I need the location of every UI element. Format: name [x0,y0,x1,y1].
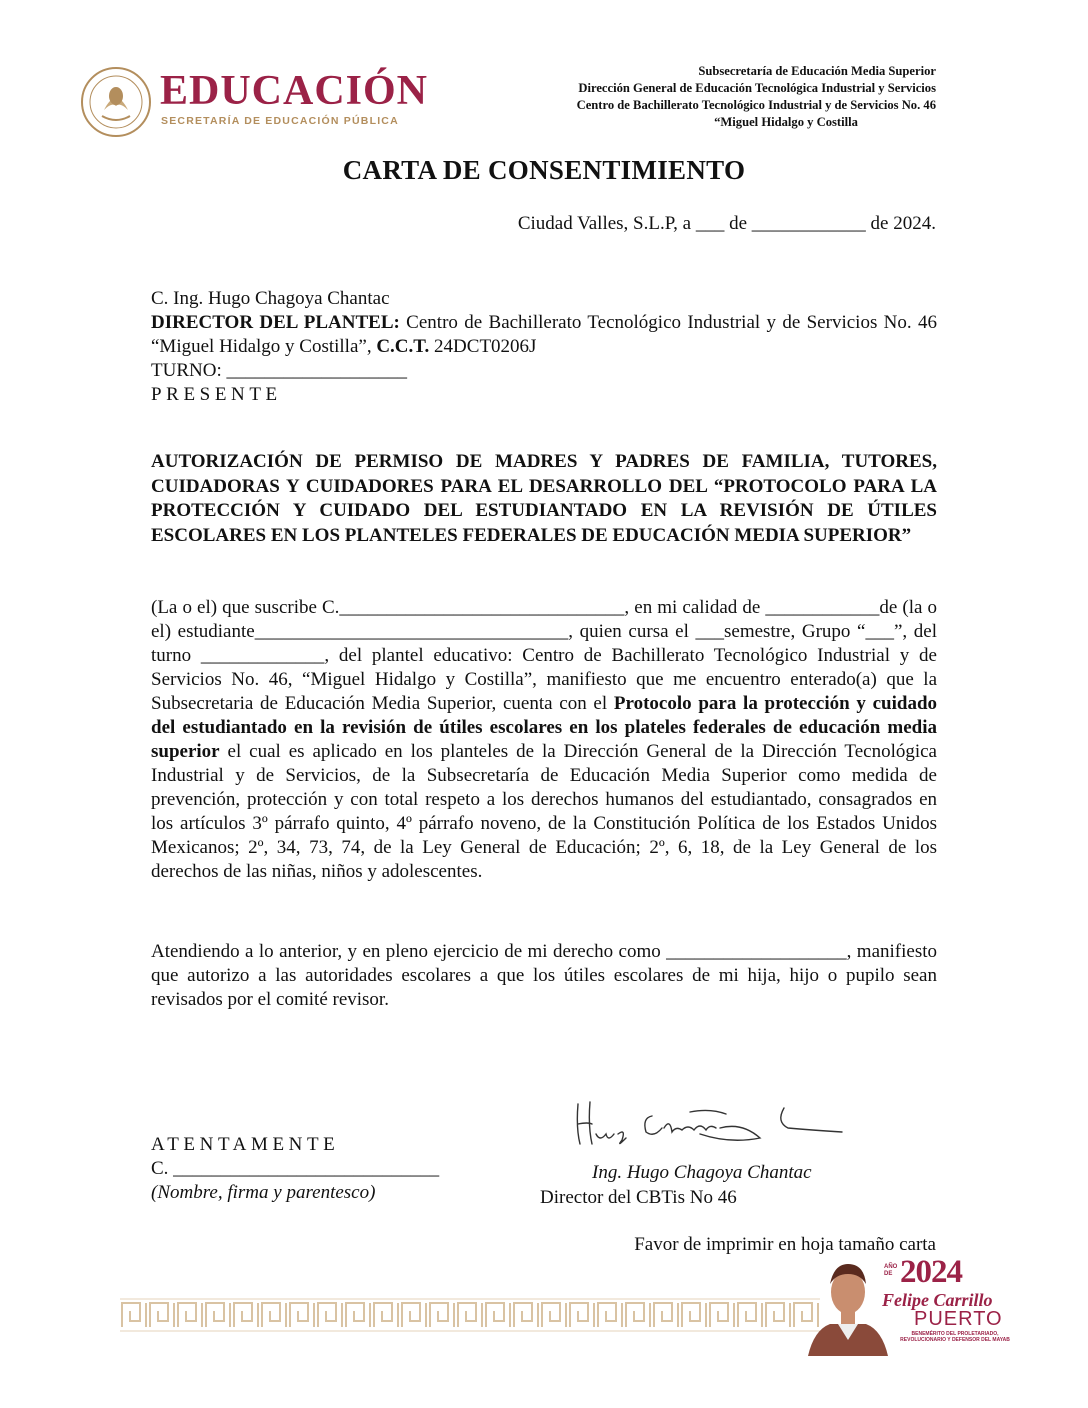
body-paragraph-1 [151,596,937,884]
header-line: Centro de Bachillerato Tecnológico Industrial y de Servicios No. 46 [576,98,936,112]
director-role: Director del CBTis No 46 [540,1187,737,1208]
recipient-name: C. Ing. Hugo Chagoya Chantac [151,288,390,309]
subject-heading: AUTORIZACIÓN DE PERMISO DE MADRES Y PADRES DE FAMILIA, TUTORES, CUIDADORAS Y CUIDADORES PARA EL DESARROLLO DEL “PROTOCOLO PARA LA PROTECCIÓN Y CUIDADO DEL ESTUDIANTADO EN LA REVISIÓN DE ÚTILES ESCOLARES EN LOS PLANTELES FEDERALES DE EDUCACIÓN MEDIA SUPERIOR” [151,451,937,546]
body-text-end: el cual es aplicado en los planteles de la Dirección General de la Dirección Tecnológica Industrial y de Servicios, de la Subsecretaría de Educación Media Superior como medida de prevención, protección y con total respeto a los derechos humanos del estudiantado, consagrados en los artículos 3º párrafo quinto, 4º párrafo noveno, de la Constitución Política de los Estados Unidos Mexicanos; 2º, 34, 73, 74, de la Ley General de Educación; 2º, 6, 18, de la Ley General de los derechos de las niñas, niños y adolescentes. [151,741,937,882]
header-line: Dirección General de Educación Tecnológica Industrial y Servicios [578,81,936,95]
recipient-position [151,311,937,359]
cct-label: C.C.T. [376,336,430,357]
director-label: DIRECTOR DEL PLANTEL: [151,312,400,333]
director-name: Ing. Hugo Chagoya Chantac [592,1162,812,1183]
recipient-block [151,287,937,407]
body-text-start: (La o el) que suscribe C.______________________________, en mi calidad de ____________de (la o el) estudiante_________________________________, quien cursa el ___semestre, Grupo “___”, del turno _____________, del plantel educativo: Centro de Bachillerato Tecnológico Industrial y de Servicios No. 46, “Miguel Hidalgo y Costilla”, manifiesto que me encuentro enterado(a) que la Subsecretaria de Educación Media Superior, cuenta con el [151,597,937,714]
footer-tagline: BENEMÉRITO DEL PROLETARIADO, REVOLUCIONARIO Y DEFENSOR DEL MAYAB [900,1331,1010,1343]
header-line: Subsecretaría de Educación Media Superior [698,64,936,78]
header-line: “Miguel Hidalgo y Costilla [714,115,858,129]
decorative-footer-band [120,1297,820,1333]
signer-caption: (Nombre, firma y parentesco) [151,1182,376,1203]
signer-line: C. ____________________________ [151,1158,440,1179]
protocol-name: Protocolo para la protección y cuidado del estudiantado en la revisión de útiles escolares en los plateles federales de educación media superior [151,693,938,762]
place-date: Ciudad Valles, S.L.P, a ___ de ____________ de 2024. [517,213,936,234]
cct-value: 24DCT0206J [429,336,537,357]
portrait-illustration [808,1250,888,1356]
signature-left-block [151,1133,439,1205]
footer-year-prefix: AÑO DE [884,1264,898,1277]
handwritten-signature [570,1098,850,1150]
school-name: Centro de Bachillerato Tecnológico Industrial y de Servicios No. 46 “Miguel Hidalgo y Costilla”, [151,312,937,357]
turno-line: TURNO: ___________________ [151,360,407,381]
footer-year: 2024 [900,1254,962,1290]
education-logo-text: EDUCACIÓN [160,68,429,114]
signature-right-block [540,1160,812,1210]
presente-line: PRESENTE [151,384,282,405]
education-logo-subtitle: SECRETARÍA DE EDUCACIÓN PÚBLICA [161,115,399,127]
coat-of-arms-seal [80,66,152,138]
print-note: Favor de imprimir en hoja tamaño carta [634,1234,936,1255]
body-paragraph-2: Atendiendo a lo anterior, y en pleno ejercicio de mi derecho como ___________________, manifiesto que autorizo a las autoridades escolares a que los útiles escolares de mi hija, hijo o pupilo sean revisados por el comité revisor. [151,941,937,1010]
institution-header [476,63,936,131]
atentamente-label: ATENTAMENTE [151,1134,340,1155]
footer-surname: PUERTO [914,1308,1003,1330]
felipe-carrillo-puerto-logo [808,1250,1018,1356]
document-title: CARTA DE CONSENTIMIENTO [342,155,746,185]
footer-name: Felipe Carrillo [882,1290,993,1310]
